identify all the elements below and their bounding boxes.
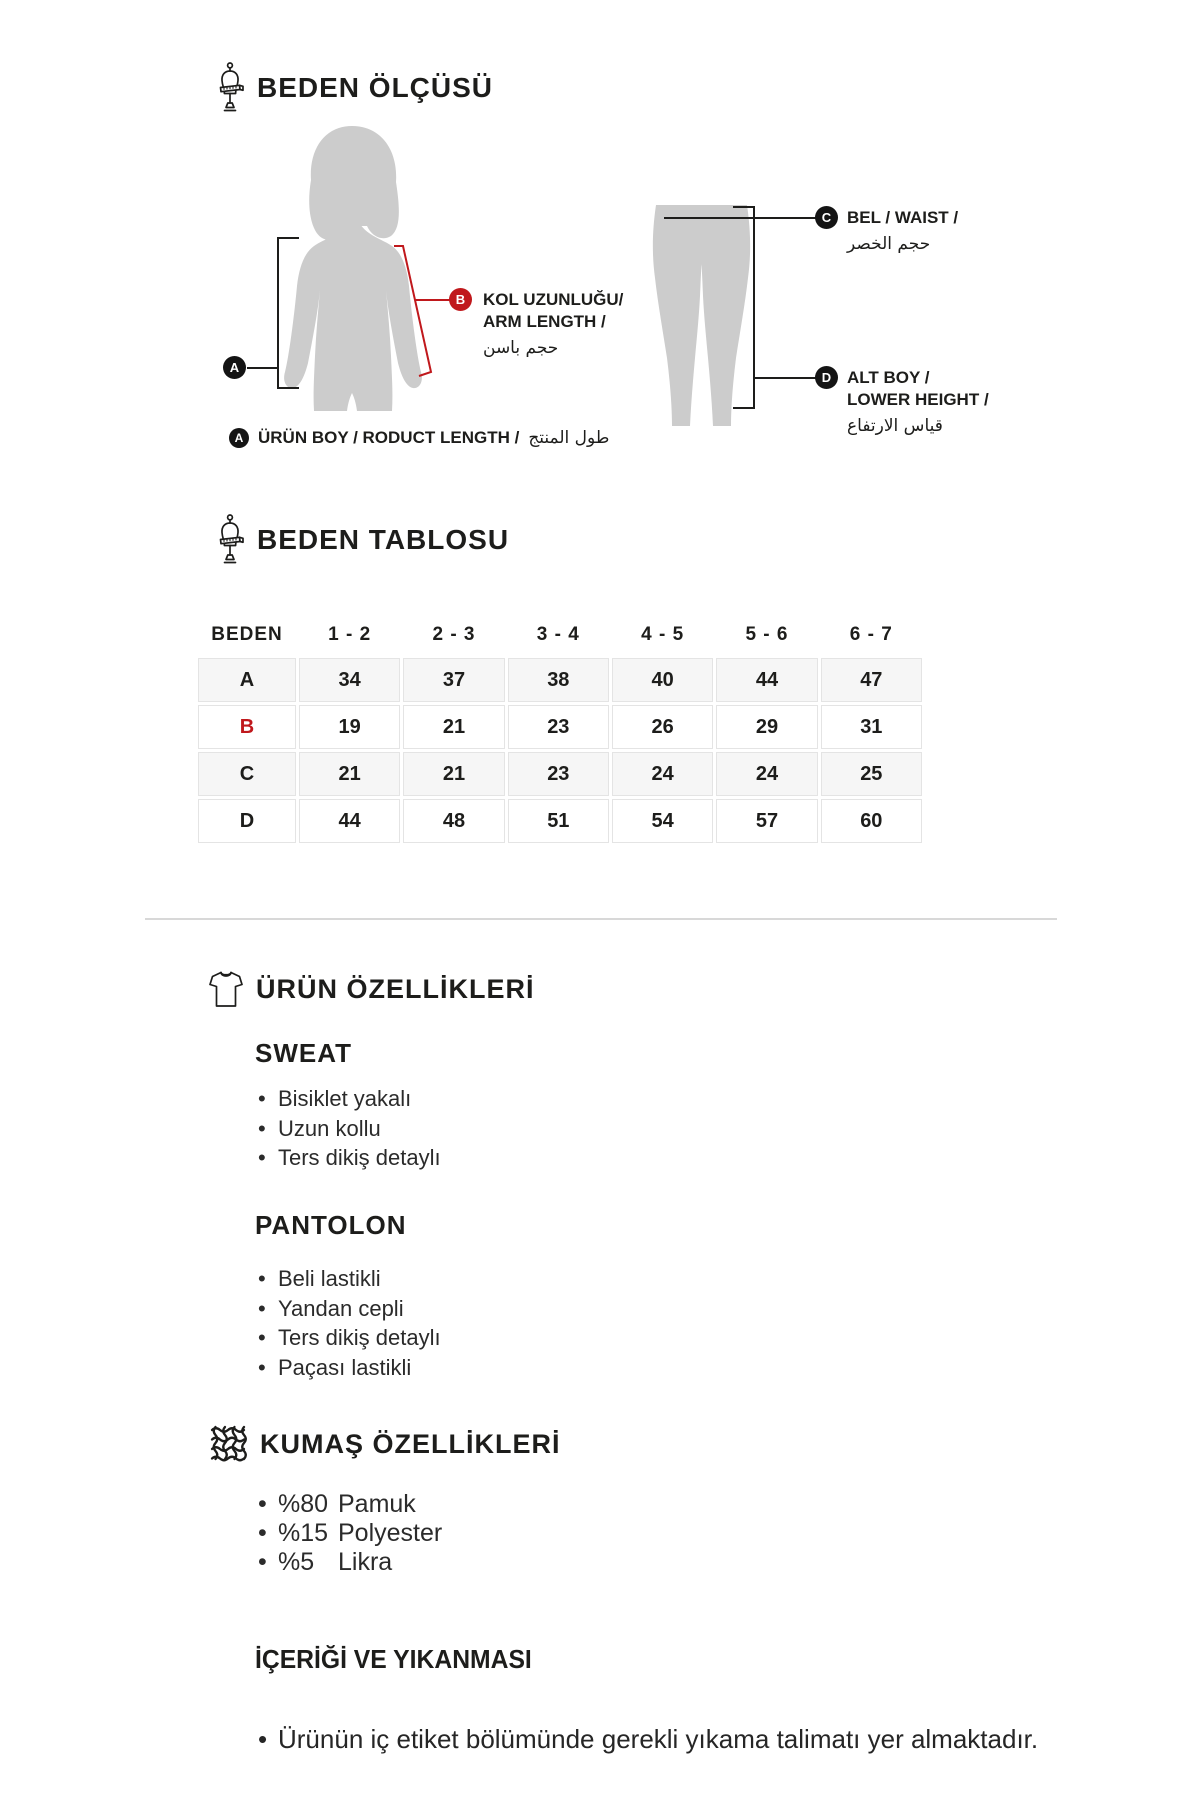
table-cell: 44 bbox=[299, 799, 400, 843]
section-title: KUMAŞ ÖZELLİKLERİ bbox=[260, 1428, 561, 1459]
size-table-header bbox=[216, 514, 509, 566]
sweat-subheader: SWEAT bbox=[255, 1038, 352, 1068]
pantolon-feature-list bbox=[258, 1264, 441, 1382]
table-cell: 29 bbox=[716, 705, 817, 749]
c-measure-label-arabic: حجم الخصر bbox=[847, 234, 931, 254]
pantolon-subheader: PANTOLON bbox=[255, 1210, 407, 1240]
section-title: BEDEN TABLOSU bbox=[257, 524, 510, 555]
b-measure-label: KOL UZUNLUĞU/ ARM LENGTH / حجم باسن bbox=[483, 290, 624, 358]
list-item: • Paçası lastikli bbox=[258, 1353, 441, 1383]
bullet-icon: • bbox=[258, 1266, 266, 1291]
table-cell: 24 bbox=[612, 752, 713, 796]
row-label: A bbox=[198, 658, 296, 702]
mannequin-icon bbox=[216, 62, 244, 114]
table-cell: 47 bbox=[821, 658, 922, 702]
section-divider bbox=[145, 918, 1057, 920]
bullet-icon: • bbox=[258, 1145, 266, 1170]
table-cell: 24 bbox=[716, 752, 817, 796]
b-measure-label-arabic: حجم باسن bbox=[483, 338, 559, 358]
list-item bbox=[258, 1490, 442, 1519]
row-label: D bbox=[198, 799, 296, 843]
bullet-icon: • bbox=[258, 1295, 266, 1321]
size-table bbox=[195, 612, 925, 846]
fabric-name: Polyester bbox=[338, 1519, 443, 1547]
table-cell: 26 bbox=[612, 705, 713, 749]
bullet-icon: • bbox=[258, 1086, 266, 1111]
mannequin-icon bbox=[216, 514, 244, 566]
list-item: • Ürünün iç etiket bölümünde gerekli yıkama talimatı yer almaktadır. bbox=[258, 1724, 1039, 1754]
d-badge: D bbox=[815, 366, 838, 389]
table-cell: 21 bbox=[403, 752, 504, 796]
size-measure-diagram bbox=[0, 120, 1200, 465]
size-table-header-cell: 6 - 7 bbox=[849, 624, 893, 645]
caption-arabic: طول المنتج bbox=[528, 428, 610, 448]
table-row bbox=[198, 658, 922, 702]
bullet-icon: • bbox=[258, 1490, 267, 1518]
size-table-header-row bbox=[198, 615, 922, 655]
row-label: B bbox=[198, 705, 296, 749]
table-cell: 40 bbox=[612, 658, 713, 702]
size-measure-header bbox=[216, 62, 493, 114]
size-table-header-cell: 4 - 5 bbox=[641, 624, 685, 645]
care-instructions-list bbox=[258, 1724, 1073, 1755]
table-row bbox=[198, 799, 922, 843]
sweat-feature-list bbox=[258, 1084, 441, 1173]
table-cell: 31 bbox=[821, 705, 922, 749]
table-cell: 25 bbox=[821, 752, 922, 796]
bullet-icon: • bbox=[258, 1115, 266, 1141]
d-measure-label-arabic: قياس الارتفاع bbox=[847, 416, 943, 436]
list-item bbox=[258, 1519, 442, 1548]
c-measure-label: BEL / WAIST / حجم الخصر bbox=[847, 208, 959, 254]
table-cell: 57 bbox=[716, 799, 817, 843]
row-label: C bbox=[198, 752, 296, 796]
product-features-header bbox=[209, 970, 535, 1008]
list-item: • Ters dikiş detaylı bbox=[258, 1323, 441, 1353]
size-table-body bbox=[198, 658, 922, 843]
list-item: • Uzun kollu bbox=[258, 1114, 441, 1144]
bullet-icon: • bbox=[258, 1519, 267, 1547]
a-badge: A bbox=[223, 356, 246, 379]
fabric-name: Likra bbox=[338, 1548, 393, 1576]
table-cell: 37 bbox=[403, 658, 504, 702]
table-cell: 19 bbox=[299, 705, 400, 749]
care-header: İÇERİĞİ VE YIKANMASI bbox=[255, 1644, 532, 1674]
size-table-header-cell: 3 - 4 bbox=[536, 624, 580, 645]
fabric-name: Pamuk bbox=[338, 1490, 416, 1518]
size-table-container bbox=[195, 612, 925, 846]
bullet-icon: • bbox=[258, 1325, 266, 1350]
size-table-header-cell: 1 - 2 bbox=[328, 624, 372, 645]
table-cell: 23 bbox=[508, 752, 609, 796]
list-item bbox=[258, 1548, 442, 1577]
fabric-composition-list bbox=[258, 1490, 442, 1577]
table-cell: 21 bbox=[403, 705, 504, 749]
table-cell: 60 bbox=[821, 799, 922, 843]
c-badge: C bbox=[815, 206, 838, 229]
bullet-icon: • bbox=[258, 1724, 268, 1754]
tshirt-icon bbox=[209, 970, 243, 1008]
d-measure-label: ALT BOY / LOWER HEIGHT / قياس الارتفاع bbox=[847, 368, 989, 436]
size-table-header-cell: 5 - 6 bbox=[745, 624, 789, 645]
bullet-icon: • bbox=[258, 1354, 266, 1380]
list-item: • Beli lastikli bbox=[258, 1264, 441, 1294]
fabric-percentage: %5 bbox=[278, 1548, 315, 1576]
section-title: BEDEN ÖLÇÜSÜ bbox=[257, 72, 494, 103]
table-row bbox=[198, 752, 922, 796]
table-row bbox=[198, 705, 922, 749]
list-item: • Yandan cepli bbox=[258, 1294, 441, 1324]
b-badge: B bbox=[449, 288, 472, 311]
legs-silhouette bbox=[653, 205, 750, 426]
fabric-weave-icon bbox=[209, 1424, 247, 1464]
section-title: ÜRÜN ÖZELLİKLERİ bbox=[256, 973, 535, 1004]
fabric-percentage: %15 bbox=[278, 1519, 329, 1547]
list-item: • Bisiklet yakalı bbox=[258, 1084, 441, 1114]
list-item: • Ters dikiş detaylı bbox=[258, 1143, 441, 1173]
size-table-header-cell: BEDEN bbox=[211, 624, 283, 645]
table-cell: 34 bbox=[299, 658, 400, 702]
bullet-icon: • bbox=[258, 1548, 267, 1576]
table-cell: 51 bbox=[508, 799, 609, 843]
girl-silhouette bbox=[284, 126, 422, 411]
table-cell: 48 bbox=[403, 799, 504, 843]
table-cell: 21 bbox=[299, 752, 400, 796]
product-length-caption: A ÜRÜN BOY / RODUCT LENGTH / طول المنتج bbox=[229, 428, 609, 448]
a-caption-badge: A bbox=[229, 428, 249, 448]
table-cell: 54 bbox=[612, 799, 713, 843]
table-cell: 44 bbox=[716, 658, 817, 702]
fabric-features-header bbox=[209, 1424, 561, 1464]
fabric-percentage: %80 bbox=[278, 1490, 329, 1518]
table-cell: 23 bbox=[508, 705, 609, 749]
size-table-header-cell: 2 - 3 bbox=[432, 624, 476, 645]
table-cell: 38 bbox=[508, 658, 609, 702]
